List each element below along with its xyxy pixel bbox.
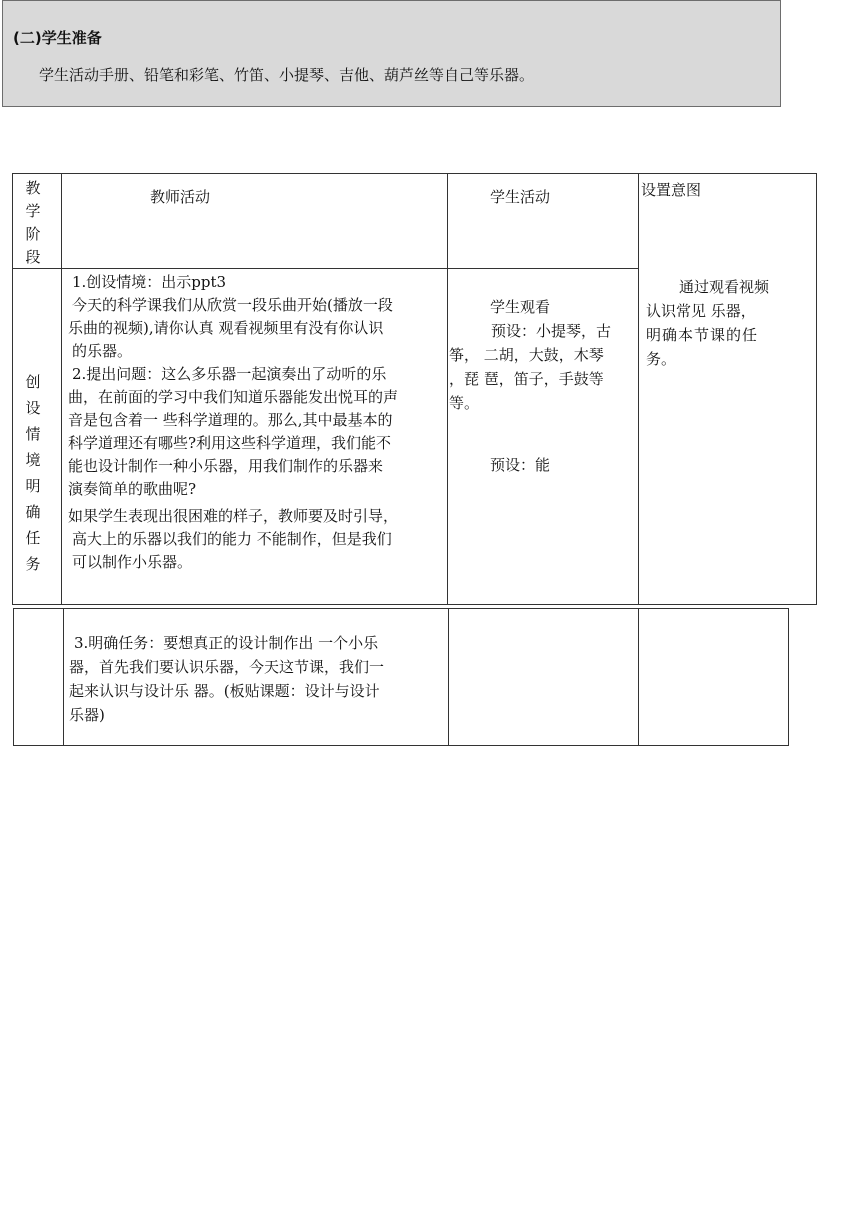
stage-header: 教 学 阶 段 (25, 179, 41, 266)
text-line: 高大上的乐器以我们的能力 不能制作，但是我们 (72, 530, 392, 548)
text-line: 科学道理还有哪些?利用这些科学道理，我们能不 (68, 434, 392, 452)
text-line: 认识常见 乐器， (646, 302, 756, 320)
text-line: 等。 (449, 394, 480, 412)
student-preparation-section (2, 0, 781, 107)
text-line: 演奏简单的歌曲呢? (68, 480, 197, 498)
text-line: 可以制作小乐器。 (72, 553, 193, 571)
table-border (638, 173, 639, 605)
text-line: 如果学生表现出很困难的样子，教师要及时引导， (68, 507, 399, 525)
text-line: 能也设计制作一种小乐器，用我们制作的乐器来 (68, 457, 384, 475)
stage-cell: 创 设 情 境 明 确 任 务 (25, 373, 41, 573)
text-line: 务。 (646, 350, 677, 368)
text-line: 明确本节课的任 (646, 326, 759, 344)
text-line: 曲，在前面的学习中我们知道乐器能发出悦耳的声 (68, 388, 399, 406)
text-line: 器，首先我们要认识乐器，今天这节课，我们一 (69, 658, 385, 676)
text-line: 预设：能 (490, 456, 551, 474)
table-border (13, 745, 789, 746)
text-line: 乐器) (69, 706, 105, 724)
table-border (63, 608, 64, 746)
text-line: 今天的科学课我们从欣赏一段乐曲开始(播放一段 (72, 296, 393, 314)
student-activity-header: 学生活动 (490, 188, 551, 206)
teacher-activity-header: 教师活动 (150, 188, 211, 206)
text-line: 乐曲的视频),请你认真 观看视频里有没有你认识 (68, 319, 384, 337)
text-line: ，琵 琶，笛子，手鼓等 (449, 370, 604, 388)
table-border (12, 173, 817, 174)
text-line: 预设：小提琴，古 (491, 322, 612, 340)
section-heading: (二)学生准备 (13, 29, 102, 47)
teacher-activity-cell (68, 271, 446, 574)
table-border (816, 173, 817, 605)
text-line: 筝， 二胡，大鼓，木琴 (449, 346, 604, 364)
text-line: 通过观看视频 (679, 278, 770, 296)
teacher-activity-cell (69, 631, 447, 727)
table-border (12, 604, 817, 605)
student-activity-cell (449, 295, 637, 477)
text-line: 3.明确任务：要想真正的设计制作出 一个小乐 (74, 634, 379, 652)
text-line: 2.提出问题：这么多乐器一起演奏出了动听的乐 (72, 365, 387, 383)
table-border (788, 608, 789, 746)
text-line: 起来认识与设计乐 器。(板贴课题：设计与设计 (69, 682, 380, 700)
text-line: 学生观看 (490, 298, 551, 316)
preparation-text: 学生活动手册、铅笔和彩笔、竹笛、小提琴、吉他、葫芦丝等自己等乐器。 (39, 66, 535, 84)
text-line: 1.创设情境：出示ppt3 (72, 273, 227, 291)
table-border (638, 608, 639, 746)
text-line: 的乐器。 (72, 342, 133, 360)
intent-header: 设置意图 (641, 181, 702, 199)
table-border (13, 608, 14, 746)
table-border (12, 268, 638, 269)
table-border (61, 173, 62, 605)
intent-cell (646, 275, 814, 371)
table-border (447, 173, 448, 605)
table-border (13, 608, 789, 609)
table-border (448, 608, 449, 746)
text-line: 音是包含着一 些科学道理的。那么,其中最基本的 (68, 411, 393, 429)
table-border (12, 173, 13, 605)
